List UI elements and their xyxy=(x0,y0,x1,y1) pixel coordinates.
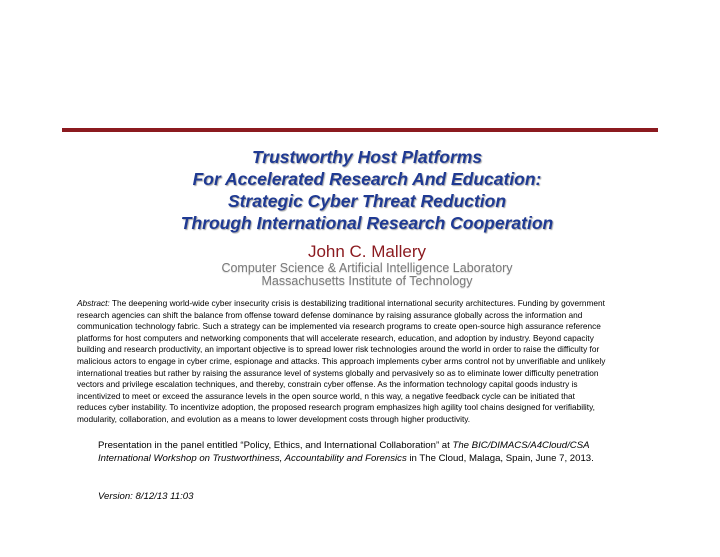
workshop-name: The BIC/DIMACS/A4Cloud/CSA xyxy=(452,440,590,451)
presentation-note xyxy=(98,439,698,465)
presentation-line xyxy=(98,439,698,452)
presentation-text: Presentation in the panel entitled “Policy, Ethics, and International Collaboration” at xyxy=(98,440,453,451)
presentation-line xyxy=(98,452,698,465)
abstract-text: The deepening world-wide cyber insecurity crisis is destabilizing traditional international security architectures. Funding by government xyxy=(109,298,605,308)
abstract-line: malicious actors to engage in cyber crime, espionage and attacks. This approach implements cyber arms control not by unverifiable and unlikely xyxy=(77,355,606,366)
document-title xyxy=(0,146,720,234)
abstract-line: building and research productivity, an important objective is to spread lower risk technologies around the world in order to raise the difficulty for xyxy=(77,344,600,355)
title-line: Through International Research Cooperation xyxy=(180,213,554,233)
abstract-line: reduces cyber instability. To incentivize adoption, the proposed research program emphasizes high agility tool chains designed for verifiability, xyxy=(77,402,595,413)
title-line: Trustworthy Host Platforms xyxy=(251,147,483,167)
author-name: John C. Mallery xyxy=(307,242,427,261)
workshop-name: International Workshop on Trustworthiness, Accountability and Forensics xyxy=(98,453,407,464)
abstract-line: research agencies can shift the balance from offense toward defense dominance by raising assurance globally across the information and xyxy=(77,309,583,320)
version-stamp: Version: 8/12/13 11:03 xyxy=(98,491,194,502)
affiliation-lab: Computer Science & Artificial Intelligence Laboratory xyxy=(221,261,513,275)
presentation-text: in The Cloud, Malaga, Spain, June 7, 2013. xyxy=(406,453,594,464)
title-line: For Accelerated Research And Education: xyxy=(192,169,542,189)
abstract xyxy=(77,298,689,426)
abstract-label: Abstract: xyxy=(77,298,110,308)
abstract-line: incentivized to meet or exceed the assurance levels in the open source world, n this way, a negative feedback cycle can be initiated that xyxy=(77,390,575,401)
affiliation-institution: Massachusetts Institute of Technology xyxy=(261,274,473,288)
abstract-line: platforms for host computers and networking components that will accelerate research, education, and adoption by industry. Beyond capacity xyxy=(77,332,594,343)
abstract-line: modularity, collaboration, and evolution as a means to lower development costs through higher productivity. xyxy=(77,413,471,424)
header-rule xyxy=(62,128,658,132)
abstract-line: vectors and privilege escalation techniques, and thereby, constrain cyber offense. As the information technology capital goods industry is xyxy=(77,379,578,390)
abstract-line: international treaties but rather by raising the assurance level of systems globally and pervasively so as to eliminate lower difficulty penetration xyxy=(77,367,599,378)
abstract-line: communication technology fabric. Such a strategy can be implemented via research programs to create open-source high assurance reference xyxy=(77,321,601,332)
title-line: Strategic Cyber Threat Reduction xyxy=(227,191,507,211)
abstract-line xyxy=(77,298,689,310)
